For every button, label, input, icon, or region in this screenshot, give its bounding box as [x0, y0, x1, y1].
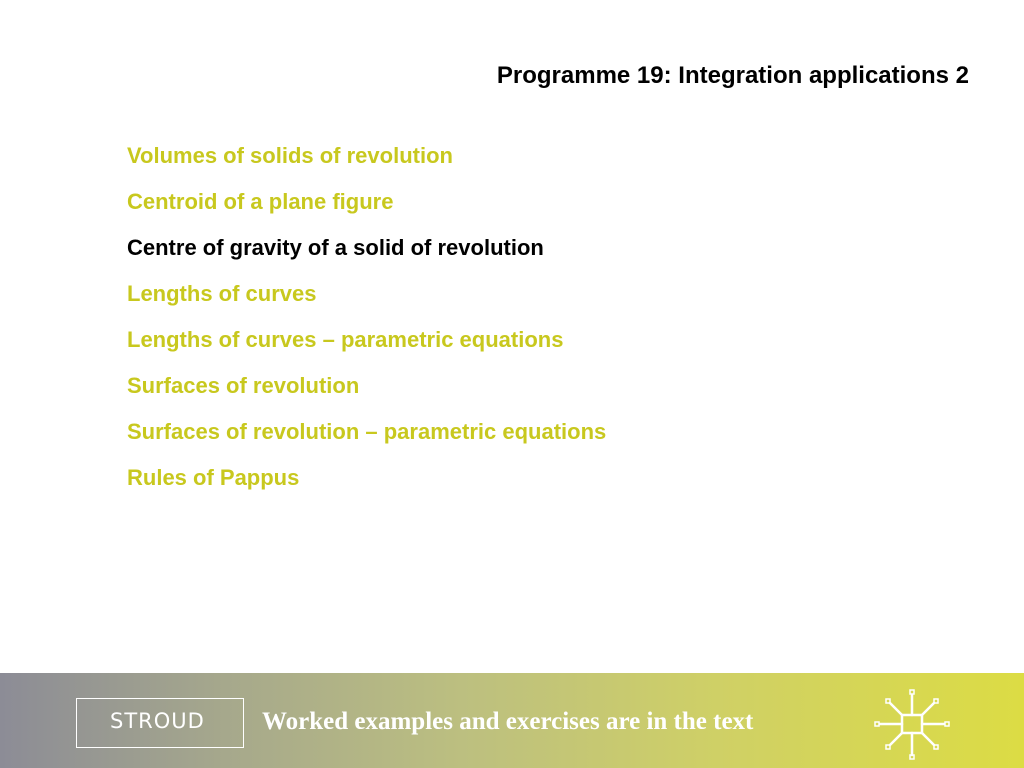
- circuit-icon: [872, 687, 952, 763]
- topic-item[interactable]: Lengths of curves: [127, 281, 317, 306]
- topic-item[interactable]: Surfaces of revolution – parametric equations: [127, 419, 607, 444]
- topic-item[interactable]: Centroid of a plane figure: [127, 189, 394, 214]
- topic-item[interactable]: Rules of Pappus: [127, 465, 300, 490]
- stroud-logo: STROUD: [76, 698, 244, 748]
- topic-list: [127, 142, 606, 510]
- topic-item[interactable]: Lengths of curves – parametric equations: [127, 327, 564, 352]
- footer-note: Worked examples and exercises are in the text: [262, 708, 754, 735]
- topic-item[interactable]: Surfaces of revolution: [127, 373, 360, 398]
- topic-item[interactable]: Centre of gravity of a solid of revolution: [127, 235, 544, 260]
- topic-item[interactable]: Volumes of solids of revolution: [127, 143, 453, 168]
- footer-bar: [0, 673, 1024, 768]
- page-title: Programme 19: Integration applications 2: [496, 62, 969, 89]
